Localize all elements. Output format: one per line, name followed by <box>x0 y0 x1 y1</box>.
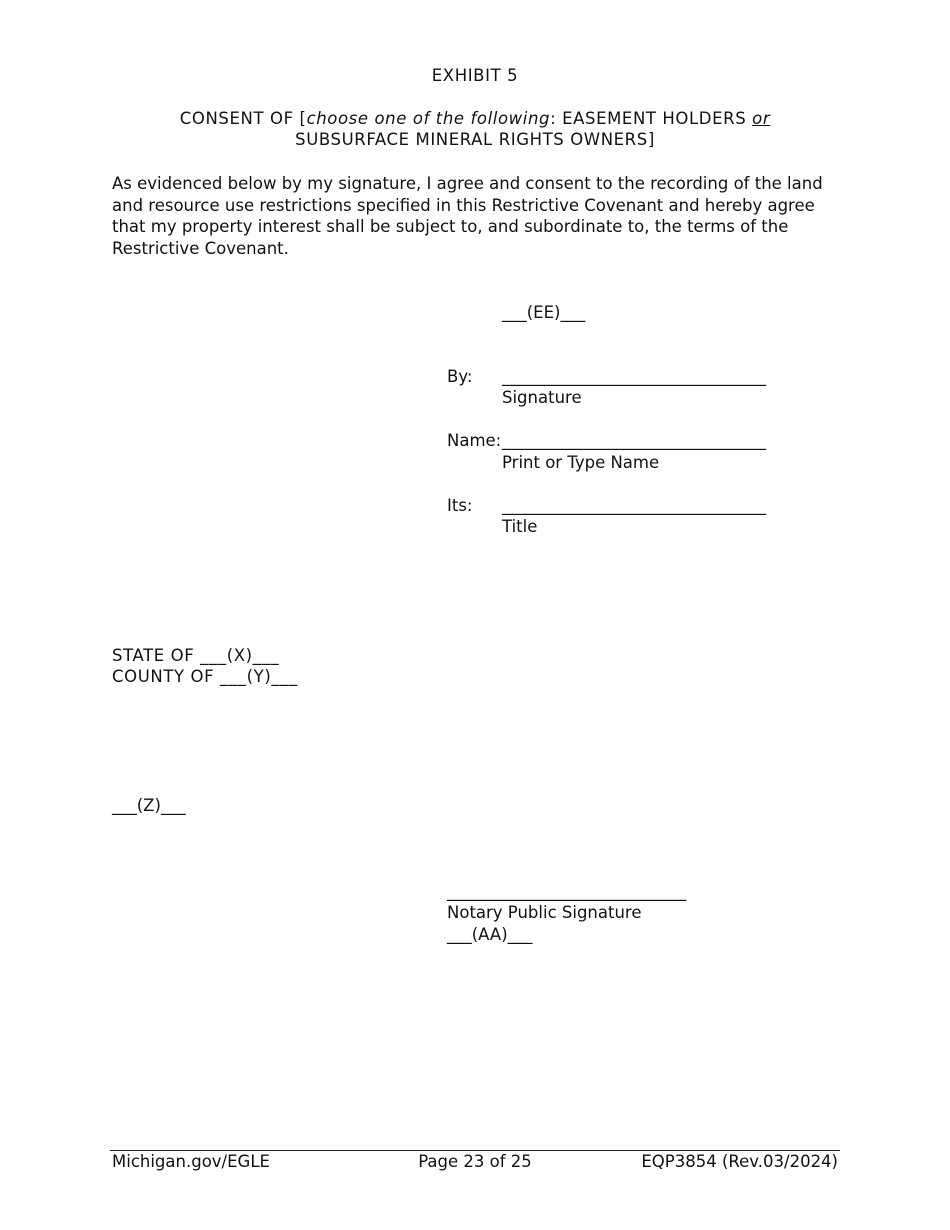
entity-name-field: ___(EE)___ <box>502 303 586 322</box>
footer-website: Michigan.gov/EGLE <box>112 1152 270 1171</box>
name-line: ________________________________ <box>502 431 766 450</box>
footer-page-number: Page 23 of 25 <box>418 1152 532 1171</box>
consent-heading-line-1 <box>0 109 950 128</box>
its-label: Its: <box>447 496 473 515</box>
name-caption: Print or Type Name <box>502 453 660 472</box>
notary-signature-caption: Notary Public Signature <box>447 903 642 922</box>
consent-paragraph: As evidenced below by my signature, I agree and consent to the recording of the land and resource use restrictions specified in this Restrictive Covenant and hereby agree that my property interest shall be subject to, and subordinate to, the terms of the Restrictive Covenant. <box>112 174 823 258</box>
exhibit-title: EXHIBIT 5 <box>431 66 519 85</box>
footer-form-number: EQP3854 (Rev.03/2024) <box>641 1152 838 1171</box>
by-label: By: <box>447 367 473 386</box>
its-line: ________________________________ <box>502 496 766 515</box>
title-caption: Title <box>502 517 538 536</box>
state-of-field: STATE OF ___(X)___ <box>112 646 280 665</box>
acknowledgment-field: ___(Z)___ <box>112 796 186 815</box>
name-label: Name: <box>447 431 502 450</box>
consent-prefix: CONSENT OF [ <box>179 109 307 128</box>
signature-caption: Signature <box>502 388 582 407</box>
by-signature-line: ________________________________ <box>502 367 766 386</box>
notary-field: ___(AA)___ <box>447 925 533 944</box>
county-of-field: COUNTY OF ___(Y)___ <box>112 667 298 686</box>
consent-heading-line-2: SUBSURFACE MINERAL RIGHTS OWNERS] <box>295 130 655 149</box>
consent-italic-instruction: choose one of the following <box>306 109 551 128</box>
footer-divider <box>110 1150 840 1151</box>
consent-middle: : EASEMENT HOLDERS <box>550 109 753 128</box>
notary-signature-line: _____________________________ <box>447 882 687 901</box>
consent-or: or <box>752 109 771 128</box>
